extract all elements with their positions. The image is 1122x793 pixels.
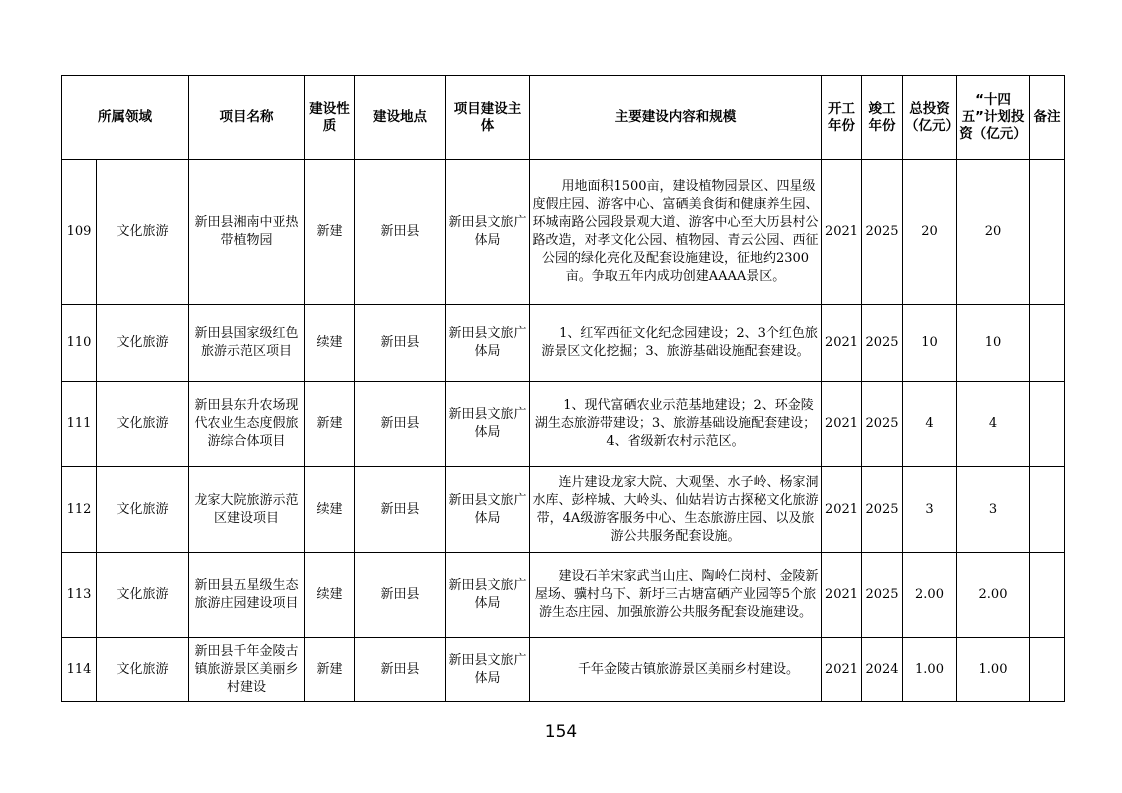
row-number: 114 — [62, 638, 97, 702]
row-note — [1030, 305, 1065, 382]
row-nature: 续建 — [305, 553, 355, 638]
row-plan-investment: 1.00 — [957, 638, 1030, 702]
row-project-name: 龙家大院旅游示范区建设项目 — [189, 467, 305, 553]
row-location: 新田县 — [355, 305, 446, 382]
row-field: 文化旅游 — [97, 305, 189, 382]
row-plan-investment: 3 — [957, 467, 1030, 553]
row-nature: 新建 — [305, 638, 355, 702]
row-total-investment: 3 — [903, 467, 957, 553]
row-end-year: 2025 — [862, 467, 903, 553]
row-start-year: 2021 — [822, 467, 862, 553]
row-start-year: 2021 — [822, 553, 862, 638]
row-plan-investment: 10 — [957, 305, 1030, 382]
row-end-year: 2024 — [862, 638, 903, 702]
row-field: 文化旅游 — [97, 638, 189, 702]
table-row — [62, 553, 1065, 638]
row-project-name: 新田县湘南中亚热带植物园 — [189, 160, 305, 305]
row-entity: 新田县文旅广体局 — [446, 160, 530, 305]
row-project-name: 新田县千年金陵古镇旅游景区美丽乡村建设 — [189, 638, 305, 702]
table-row — [62, 305, 1065, 382]
row-note — [1030, 382, 1065, 467]
header-entity: 项目建设主体 — [446, 76, 530, 160]
header-plan-investment: “十四五”计划投资（亿元） — [957, 76, 1030, 160]
row-content: 1、现代富硒农业示范基地建设；2、环金陵湖生态旅游带建设；3、旅游基础设施配套建设；4、省级新农村示范区。 — [530, 382, 822, 467]
row-entity: 新田县文旅广体局 — [446, 382, 530, 467]
row-project-name: 新田县东升农场现代农业生态度假旅游综合体项目 — [189, 382, 305, 467]
row-end-year: 2025 — [862, 382, 903, 467]
page-number: 154 — [544, 722, 578, 742]
row-project-name: 新田县国家级红色旅游示范区项目 — [189, 305, 305, 382]
row-end-year: 2025 — [862, 305, 903, 382]
row-content: 千年金陵古镇旅游景区美丽乡村建设。 — [530, 638, 822, 702]
row-nature: 新建 — [305, 382, 355, 467]
table-row — [62, 382, 1065, 467]
row-plan-investment: 4 — [957, 382, 1030, 467]
row-project-name: 新田县五星级生态旅游庄园建设项目 — [189, 553, 305, 638]
row-number: 109 — [62, 160, 97, 305]
row-entity: 新田县文旅广体局 — [446, 467, 530, 553]
project-table — [61, 75, 1065, 702]
table-row — [62, 638, 1065, 702]
header-content: 主要建设内容和规模 — [530, 76, 822, 160]
row-total-investment: 4 — [903, 382, 957, 467]
row-note — [1030, 638, 1065, 702]
row-field: 文化旅游 — [97, 467, 189, 553]
row-content: 1、红军西征文化纪念园建设；2、3个红色旅游景区文化挖掘；3、旅游基础设施配套建设。 — [530, 305, 822, 382]
table-row — [62, 160, 1065, 305]
header-end-year: 竣工年份 — [862, 76, 903, 160]
row-total-investment: 1.00 — [903, 638, 957, 702]
row-nature: 续建 — [305, 467, 355, 553]
row-location: 新田县 — [355, 160, 446, 305]
row-content: 建设石羊宋家武当山庄、陶岭仁岗村、金陵新屋场、骥村乌下、新圩三古塘富硒产业园等5个旅游生态庄园、加强旅游公共服务配套设施建设。 — [530, 553, 822, 638]
row-field: 文化旅游 — [97, 553, 189, 638]
row-entity: 新田县文旅广体局 — [446, 638, 530, 702]
row-number: 110 — [62, 305, 97, 382]
header-start-year: 开工年份 — [822, 76, 862, 160]
row-total-investment: 2.00 — [903, 553, 957, 638]
row-start-year: 2021 — [822, 638, 862, 702]
row-note — [1030, 553, 1065, 638]
row-note — [1030, 160, 1065, 305]
row-note — [1030, 467, 1065, 553]
row-location: 新田县 — [355, 467, 446, 553]
header-nature: 建设性质 — [305, 76, 355, 160]
header-note: 备注 — [1030, 76, 1065, 160]
row-nature: 续建 — [305, 305, 355, 382]
row-location: 新田县 — [355, 382, 446, 467]
row-number: 111 — [62, 382, 97, 467]
row-plan-investment: 20 — [957, 160, 1030, 305]
row-end-year: 2025 — [862, 160, 903, 305]
row-plan-investment: 2.00 — [957, 553, 1030, 638]
row-end-year: 2025 — [862, 553, 903, 638]
row-total-investment: 10 — [903, 305, 957, 382]
header-name: 项目名称 — [189, 76, 305, 160]
row-nature: 新建 — [305, 160, 355, 305]
row-start-year: 2021 — [822, 382, 862, 467]
row-location: 新田县 — [355, 638, 446, 702]
header-total-investment: 总投资（亿元） — [903, 76, 957, 160]
row-entity: 新田县文旅广体局 — [446, 553, 530, 638]
row-entity: 新田县文旅广体局 — [446, 305, 530, 382]
row-content: 用地面积1500亩，建设植物园景区、四星级度假庄园、游客中心、富硒美食街和健康养生园、环城南路公园段景观大道、游客中心至大历县村公路改造，对孝文化公园、植物园、青云公园、西征公园的绿化亮化及配套设施建设，征地约2300亩。争取五年内成功创建AAAA景区。 — [530, 160, 822, 305]
row-start-year: 2021 — [822, 160, 862, 305]
row-location: 新田县 — [355, 553, 446, 638]
row-start-year: 2021 — [822, 305, 862, 382]
row-content: 连片建设龙家大院、大观堡、水子岭、杨家洞水库、彭梓城、大岭头、仙姑岩访古探秘文化旅游带，4A级游客服务中心、生态旅游庄园、以及旅游公共服务配套设施。 — [530, 467, 822, 553]
row-total-investment: 20 — [903, 160, 957, 305]
row-number: 113 — [62, 553, 97, 638]
header-row — [62, 76, 1065, 160]
table-row — [62, 467, 1065, 553]
header-location: 建设地点 — [355, 76, 446, 160]
row-field: 文化旅游 — [97, 382, 189, 467]
header-field: 所属领域 — [62, 76, 189, 160]
row-field: 文化旅游 — [97, 160, 189, 305]
row-number: 112 — [62, 467, 97, 553]
